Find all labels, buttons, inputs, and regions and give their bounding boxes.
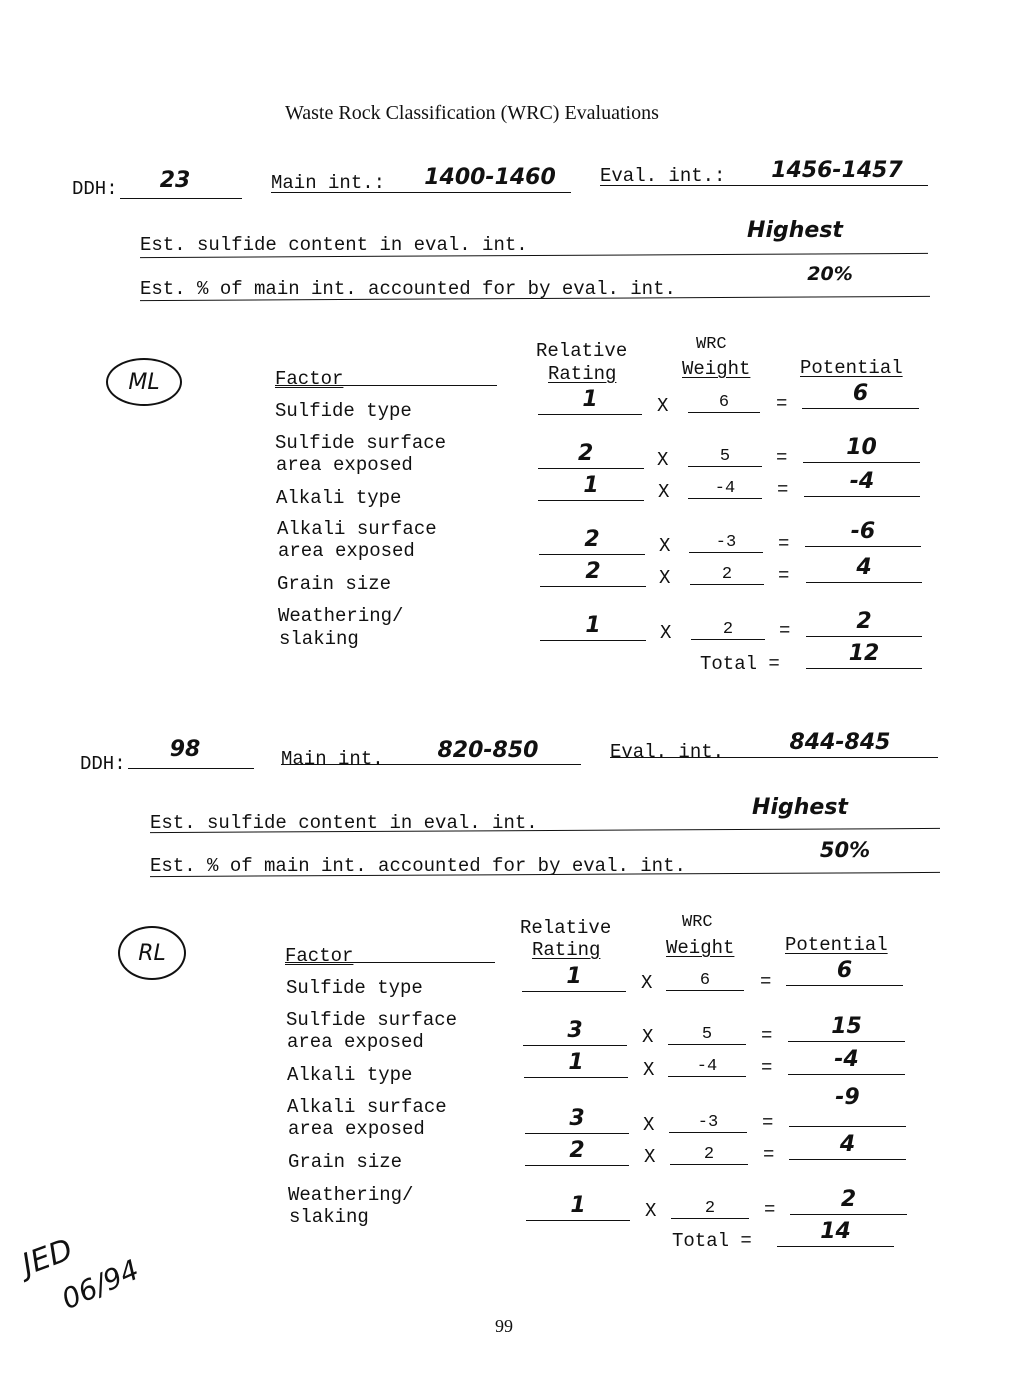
ddh-value: 98 (169, 737, 201, 762)
equals-sign: = (776, 393, 788, 415)
main-int-field-line (271, 192, 571, 193)
potential-slot (803, 436, 920, 463)
est-sulfide-label: Est. sulfide content in eval. int. (140, 234, 528, 256)
rating-slot (539, 528, 645, 555)
weight-value: 2 (704, 1199, 716, 1218)
equals-sign: = (779, 620, 791, 642)
weight-slot (669, 1110, 747, 1133)
weight-value: 5 (719, 447, 731, 466)
multiply-sign: X (660, 622, 672, 644)
potential-slot (789, 1133, 906, 1160)
weight-slot (688, 390, 760, 413)
equals-sign: = (778, 565, 790, 587)
main-int-label: Main int.: (271, 172, 386, 194)
potential-slot (788, 1015, 905, 1042)
factor-label-line2: area exposed (276, 454, 413, 476)
col-header-factor: Factor (285, 945, 354, 967)
potential-value: -4 (849, 469, 875, 494)
factor-header-line (275, 385, 497, 386)
factor-label: Sulfide surface (275, 432, 447, 454)
potential-value: 6 (836, 958, 853, 983)
reviewer-initials-circle: ML (106, 358, 182, 406)
ddh-field-line (120, 198, 242, 199)
eval-int-label: Eval. int. (610, 741, 725, 763)
weight-value: 6 (699, 971, 711, 990)
rating-value: 1 (566, 964, 582, 989)
weight-slot (688, 476, 762, 499)
total-slot (806, 642, 922, 669)
potential-value: 6 (852, 381, 869, 406)
weight-slot (670, 1142, 748, 1165)
rating-slot (540, 614, 646, 641)
equals-sign: = (777, 479, 789, 501)
eval-int-value: 1456-1457 (771, 158, 903, 183)
rating-slot (540, 560, 646, 587)
factor-label-line2: slaking (279, 628, 359, 650)
col-header-factor: Factor (275, 368, 344, 390)
rating-value: 3 (567, 1018, 583, 1043)
potential-slot (806, 610, 922, 637)
weight-value: -4 (714, 479, 736, 498)
equals-sign: = (762, 1112, 774, 1134)
ddh-value: 23 (159, 168, 191, 193)
potential-slot (805, 520, 921, 547)
col-header-wrc: WRC (696, 335, 727, 354)
weight-slot (688, 444, 762, 467)
rating-slot (538, 442, 644, 469)
multiply-sign: X (642, 1026, 654, 1048)
potential-slot (804, 470, 920, 497)
weight-value: 6 (718, 393, 730, 412)
equals-sign: = (761, 1057, 773, 1079)
weight-slot (671, 1196, 749, 1219)
potential-value: 10 (846, 435, 877, 460)
potential-slot (790, 1188, 907, 1215)
total-value: 12 (848, 641, 880, 666)
est-pct-label: Est. % of main int. accounted for by eval. int. (140, 278, 676, 300)
equals-sign: = (778, 533, 790, 555)
total-slot (777, 1220, 894, 1247)
factor-label: Sulfide type (275, 400, 412, 422)
rating-value: 1 (585, 613, 601, 638)
main-int-field-line (281, 764, 581, 765)
factor-label: Alkali type (287, 1064, 413, 1086)
weight-value: -3 (697, 1113, 719, 1132)
weight-value: -3 (715, 533, 737, 552)
rating-value: 1 (568, 1050, 584, 1075)
factor-label: Sulfide surface (286, 1009, 458, 1031)
rating-slot (523, 1019, 627, 1046)
factor-label: Alkali surface (287, 1096, 447, 1118)
multiply-sign: X (657, 395, 669, 417)
factor-header-line (285, 962, 495, 963)
multiply-sign: X (643, 1059, 655, 1081)
rating-slot (525, 1139, 629, 1166)
est-sulfide-label: Est. sulfide content in eval. int. (150, 812, 538, 834)
potential-value: -4 (834, 1047, 859, 1072)
equals-sign: = (761, 1025, 773, 1047)
potential-value: 15 (831, 1014, 862, 1039)
ddh-field-line (128, 768, 254, 769)
document-title: Waste Rock Classification (WRC) Evaluations (285, 102, 659, 124)
rating-value: 2 (578, 441, 594, 466)
total-label: Total = (700, 653, 780, 675)
weight-value: -4 (696, 1057, 718, 1076)
weight-slot (668, 1022, 746, 1045)
factor-label: Weathering/ (278, 605, 404, 627)
weight-value: 5 (701, 1025, 713, 1044)
factor-label-line2: area exposed (288, 1118, 425, 1140)
est-sulfide-value: Highest (747, 218, 843, 243)
col-header-potential: Potential (800, 357, 903, 379)
ddh-label: DDH: (72, 178, 118, 200)
main-int-value: 820-850 (437, 738, 539, 763)
factor-label-line2: slaking (289, 1206, 369, 1228)
potential-value: 2 (856, 609, 872, 634)
rating-value: 1 (570, 1193, 586, 1218)
potential-value: 4 (856, 555, 872, 580)
ddh-label: DDH: (80, 753, 126, 775)
page-number: 99 (495, 1316, 513, 1336)
col-header-relative: Relative (520, 917, 612, 939)
potential-value: 2 (840, 1187, 857, 1212)
eval-int-field-line (610, 757, 938, 758)
est-pct-value: 20% (807, 263, 853, 285)
rating-value: 2 (584, 527, 600, 552)
multiply-sign: X (657, 449, 669, 471)
weight-slot (666, 968, 744, 991)
potential-value: 4 (839, 1132, 856, 1157)
potential-slot (789, 1085, 906, 1127)
weight-value: 2 (721, 565, 733, 584)
factor-label-line2: area exposed (278, 540, 415, 562)
col-header-rating: Rating (532, 939, 601, 961)
total-value: 14 (820, 1219, 851, 1244)
rating-value: 1 (582, 387, 598, 412)
multiply-sign: X (659, 535, 671, 557)
est-pct-value: 50% (819, 838, 871, 862)
potential-value: -9 (835, 1085, 860, 1110)
weight-slot (668, 1054, 746, 1077)
multiply-sign: X (645, 1200, 657, 1222)
equals-sign: = (764, 1199, 776, 1221)
multiply-sign: X (644, 1146, 656, 1168)
rating-value: 1 (583, 473, 599, 498)
potential-slot (788, 1048, 905, 1075)
weight-value: 2 (722, 620, 734, 639)
multiply-sign: X (659, 567, 671, 589)
equals-sign: = (763, 1144, 775, 1166)
multiply-sign: X (643, 1114, 655, 1136)
main-int-value: 1400-1460 (424, 165, 556, 190)
est-pct-label: Est. % of main int. accounted for by eval. int. (150, 855, 686, 877)
col-header-rating: Rating (548, 363, 617, 385)
potential-value: -6 (850, 519, 876, 544)
col-header-wrc: WRC (682, 913, 713, 932)
total-label: Total = (672, 1230, 752, 1252)
potential-slot (802, 382, 919, 409)
reviewer-initials-circle: RL (118, 926, 186, 980)
multiply-sign: X (641, 972, 653, 994)
rating-slot (522, 965, 626, 992)
eval-int-value: 844-845 (789, 730, 891, 755)
rating-value: 2 (569, 1138, 585, 1163)
potential-slot (806, 556, 922, 583)
col-header-potential: Potential (785, 934, 888, 956)
weight-slot (690, 562, 764, 585)
weight-slot (691, 617, 765, 640)
weight-slot (689, 530, 763, 553)
factor-label: Sulfide type (286, 977, 423, 999)
rating-slot (525, 1107, 629, 1134)
main-int-label: Main int. (281, 748, 384, 770)
factor-label-line2: area exposed (287, 1031, 424, 1053)
rating-slot (538, 474, 644, 501)
potential-slot (786, 959, 903, 986)
rating-slot (526, 1194, 630, 1221)
factor-label: Grain size (277, 573, 392, 595)
rating-value: 2 (585, 559, 601, 584)
factor-label: Grain size (288, 1151, 403, 1173)
rating-slot (538, 388, 642, 415)
rating-slot (524, 1051, 628, 1078)
eval-int-label: Eval. int.: (600, 165, 726, 187)
est-sulfide-value: Highest (752, 795, 848, 820)
equals-sign: = (760, 971, 772, 993)
factor-label: Alkali type (276, 487, 402, 509)
factor-label: Alkali surface (277, 518, 437, 540)
weight-value: 2 (703, 1145, 715, 1164)
factor-label: Weathering/ (288, 1184, 414, 1206)
multiply-sign: X (658, 481, 670, 503)
eval-int-field-line (600, 185, 928, 186)
handwritten-initials: JED (17, 1232, 78, 1283)
equals-sign: = (776, 447, 788, 469)
col-header-relative: Relative (536, 340, 628, 362)
handwritten-date: 06/94 (56, 1253, 144, 1316)
rating-value: 3 (569, 1106, 585, 1131)
col-header-weight: Weight (666, 937, 735, 959)
col-header-weight: Weight (682, 358, 751, 380)
